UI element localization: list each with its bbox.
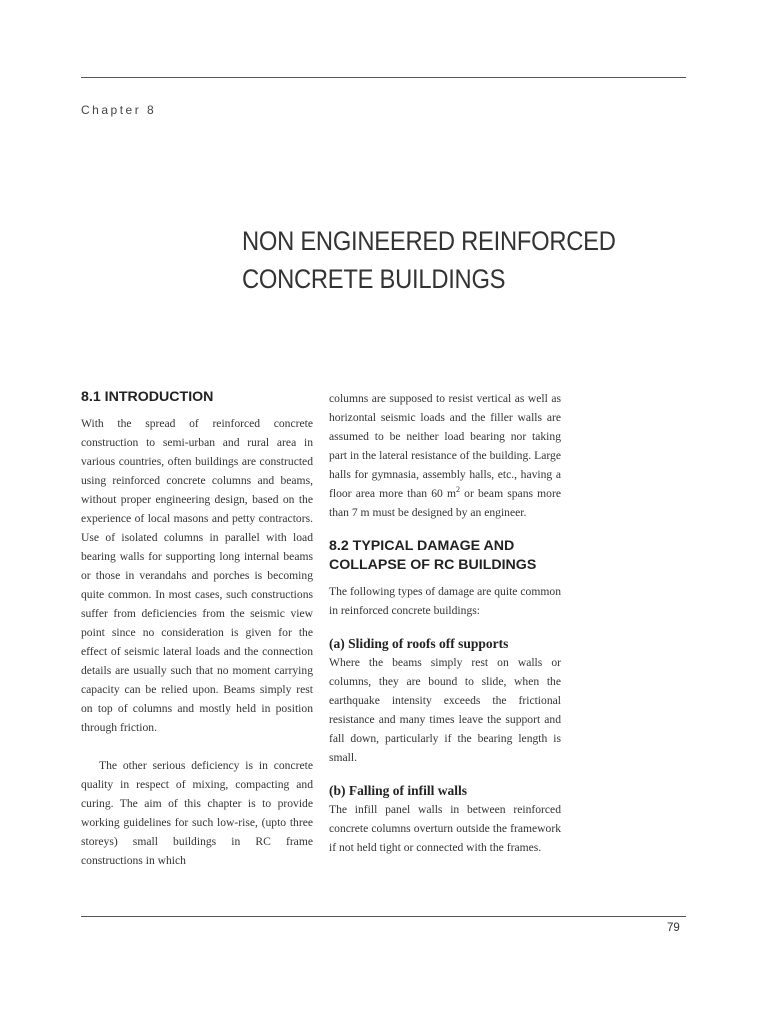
damage-heading <box>329 537 561 575</box>
continued-paragraph <box>329 389 561 522</box>
damage-intro-paragraph: The following types of damage are quite common in reinforced concrete buildings: <box>329 585 561 617</box>
area-superscript: 2 <box>456 485 461 495</box>
sub-b-paragraph: The infill panel walls in between reinforced concrete columns overturn outside the framework if not held tight or connected with the frames. <box>329 803 561 854</box>
intro-paragraph-2: The other serious deficiency is in concrete quality in respect of mixing, compacting and curing. The aim of this chapter is to provide working guidelines for such low-rise, (upto three storeys) small buildings in RC frame constructions in which <box>81 759 313 867</box>
intro-heading: 8.1 INTRODUCTION <box>81 389 214 405</box>
intro-paragraph-1: With the spread of reinforced concrete construction to semi-urban and rural area in various countries, often buildings are constructed using reinforced concrete columns and beams, without proper engineering design, based on the experience of local masons and petty contractors. Use of isolated columns in parallel with load bearing walls for supporting long internal beams or those in verandahs and porches is becoming quite common. In most cases, such constructions suffer from deficiencies from the seismic view point since no consideration is given for the effect of seismic lateral loads and the connection details are usually such that no moment carrying capacity can be relied upon. Beams simply rest on top of columns and mostly held in position through friction. <box>81 417 313 734</box>
top-rule <box>81 77 686 78</box>
chapter-title-line-2: CONCRETE BUILDINGS <box>242 264 506 294</box>
damage-heading-line-2: COLLAPSE OF RC BUILDINGS <box>329 557 537 573</box>
continued-paragraph-part-2: or beam spans more than 7 m must be designed by an engineer. <box>329 487 561 519</box>
continued-paragraph-part-1: columns are supposed to resist vertical as well as horizontal seismic loads and the filler walls are assumed to be neither load bearing nor taking part in the lateral resistance of the building. Large halls for gymnasia, assembly halls, etc., having a floor area more than 60 m <box>329 392 561 500</box>
right-column <box>329 389 561 857</box>
sub-a-paragraph: Where the beams simply rest on walls or columns, they are bound to slide, when the earthquake intensity exceeds the frictional resistance and many times leave the support and fall down, particularly if the bearing length is small. <box>329 656 561 764</box>
paragraph-gap <box>81 737 313 756</box>
left-column <box>81 388 313 870</box>
damage-heading-line-1: 8.2 TYPICAL DAMAGE AND <box>329 538 515 554</box>
chapter-label: Chapter 8 <box>81 103 157 117</box>
chapter-title <box>242 222 616 298</box>
chapter-title-line-1: NON ENGINEERED REINFORCED <box>242 226 616 256</box>
sub-heading-b: (b) Falling of infill walls <box>329 783 468 798</box>
bottom-rule <box>81 916 686 917</box>
page-number: 79 <box>667 922 680 934</box>
sub-heading-a: (a) Sliding of roofs off supports <box>329 636 509 651</box>
